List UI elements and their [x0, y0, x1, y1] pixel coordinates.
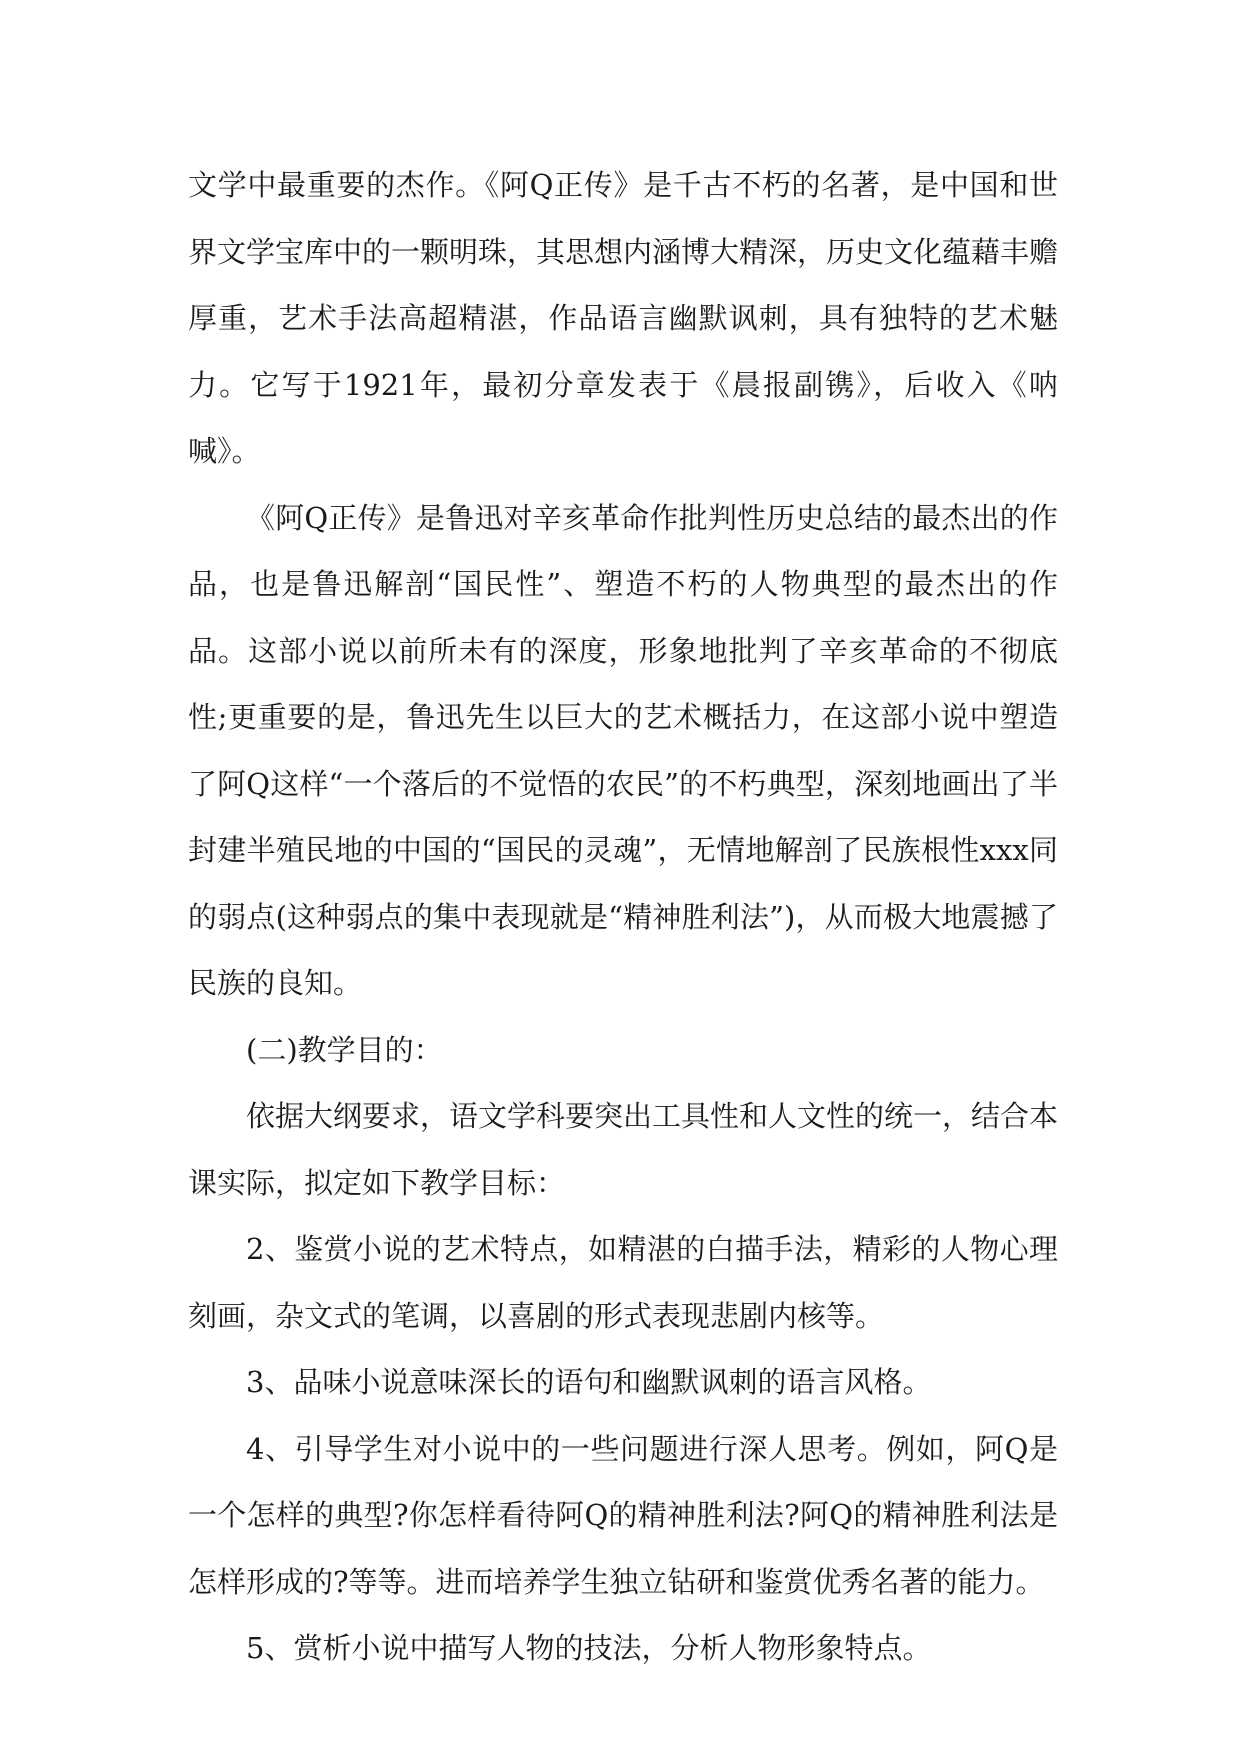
list-item-goal-5: 5、赏析小说中描写人物的技法，分析人物形象特点。 [246, 1631, 932, 1665]
list-item-goal-3: 3、品味小说意味深长的语句和幽默讽刺的语言风格。 [246, 1365, 932, 1399]
paragraph-work-intro: 文学中最重要的杰作。《阿Q正传》是千古不朽的名著，是中国和世界文学宝库中的一颗明珠，其思想内涵博大精深，历史文化蕴藉丰赡厚重，艺术手法高超精湛，作品语言幽默讽刺，具有独特的艺术魅力。它写于1921年，最初分章发表于《晨报副镌》，后收入《呐喊》。 [188, 168, 1059, 468]
section-heading-teaching-goals: (二)教学目的： [246, 1032, 443, 1067]
paragraph-goals-basis: 依据大纲要求，语文学科要突出工具性和人文性的统一，结合本课实际，拟定如下教学目标： [188, 1099, 1059, 1200]
document-body [188, 152, 1058, 1682]
list-item-goal-2: 2、鉴赏小说的艺术特点，如精湛的白描手法，精彩的人物心理刻画，杂文式的笔调，以喜剧的形式表现悲剧内核等。 [188, 1232, 1058, 1333]
list-item-goal-4: 4、引导学生对小说中的一些问题进行深人思考。例如，阿Q是一个怎样的典型?你怎样看待阿Q的精神胜利法?阿Q的精神胜利法是怎样形成的?等等。进而培养学生独立钻研和鉴赏优秀名著的能力。 [188, 1431, 1058, 1599]
paragraph-work-significance: 《阿Q正传》是鲁迅对辛亥革命作批判性历史总结的最杰出的作品，也是鲁迅解剖“国民性”、塑造不朽的人物典型的最杰出的作品。这部小说以前所未有的深度，形象地批判了辛亥革命的不彻底性;更重要的是，鲁迅先生以巨大的艺术概括力，在这部小说中塑造了阿Q这样“一个落后的不觉悟的农民”的不朽典型，深刻地画出了半封建半殖民地的中国的“国民的灵魂”，无情地解剖了民族根性xxx同的弱点(这种弱点的集中表现就是“精神胜利法”)，从而极大地震撼了民族的良知。 [188, 500, 1058, 1000]
